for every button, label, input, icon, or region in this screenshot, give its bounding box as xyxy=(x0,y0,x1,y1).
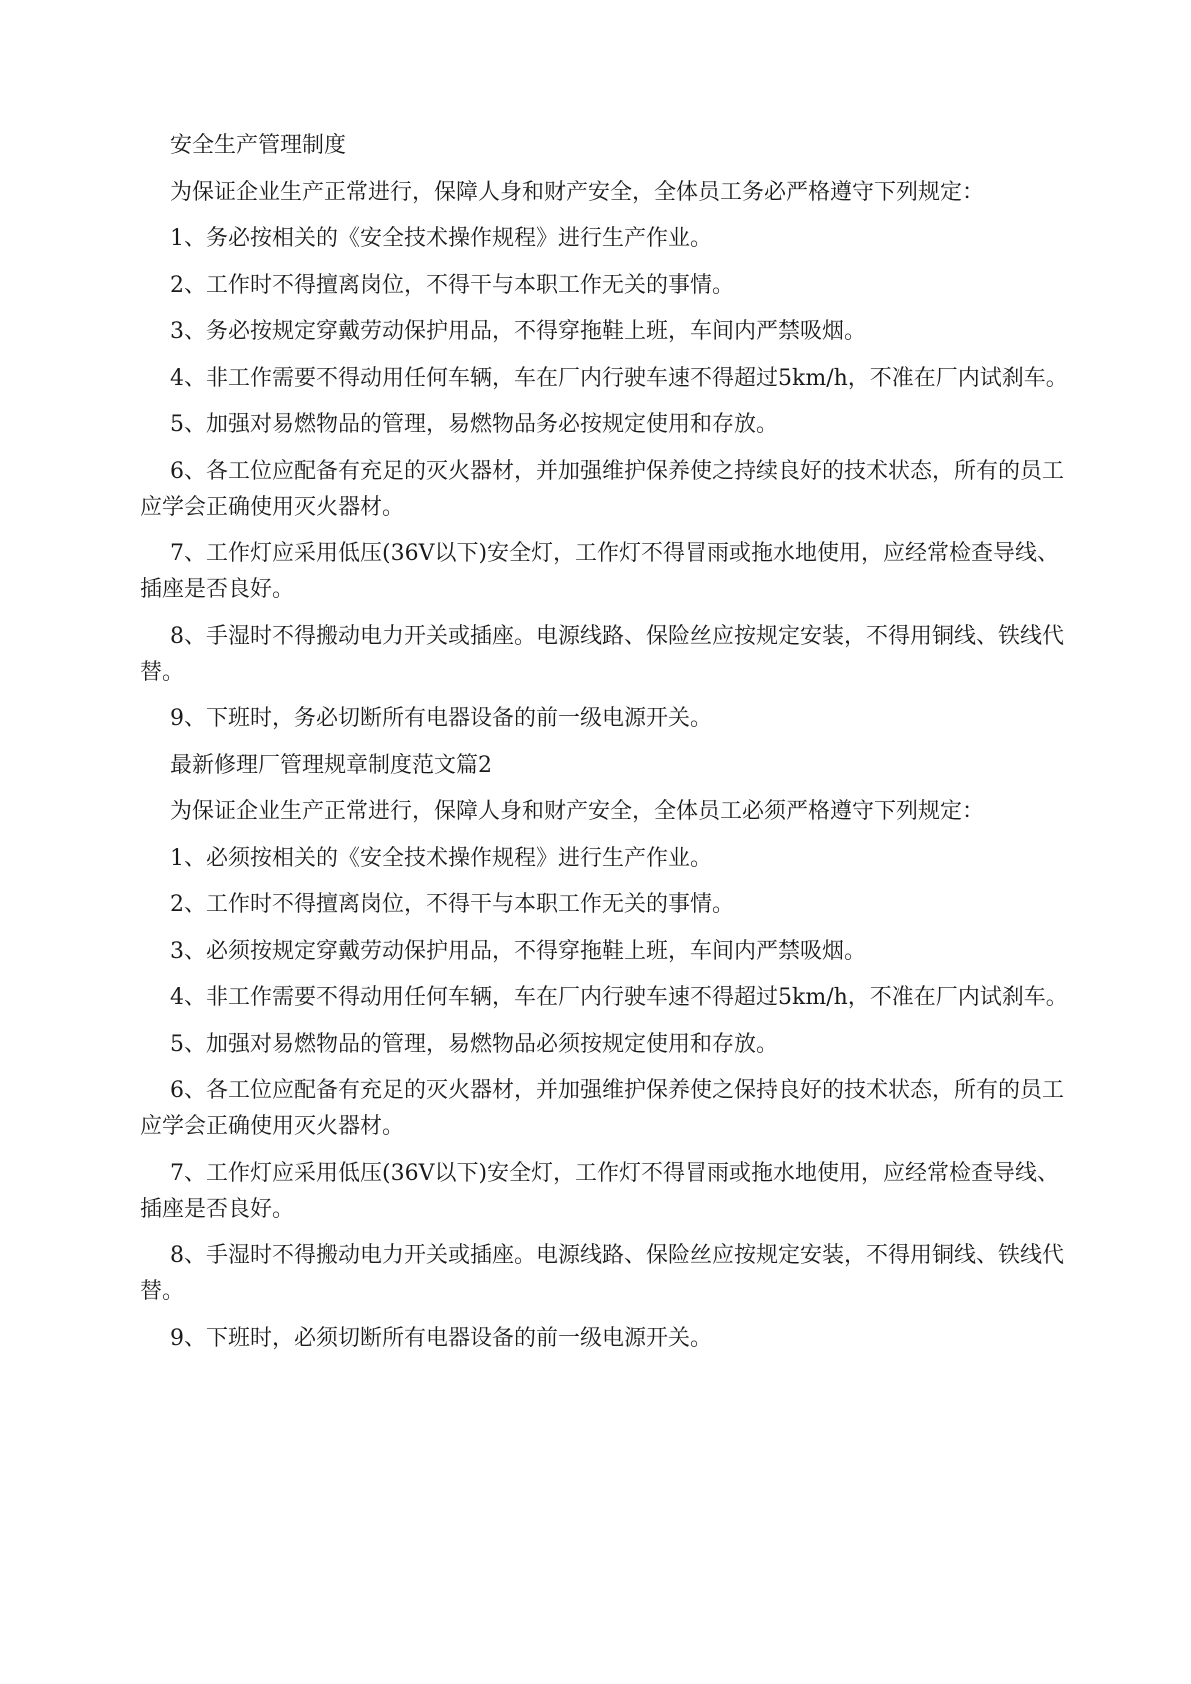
rule-item: 6、各工位应配备有充足的灭火器材，并加强维护保养使之持续良好的技术状态，所有的员工应学会正确使用灭火器材。 xyxy=(140,458,1065,520)
rule-item: 3、必须按规定穿戴劳动保护用品，不得穿拖鞋上班，车间内严禁吸烟。 xyxy=(170,938,866,964)
intro-paragraph: 为保证企业生产正常进行，保障人身和财产安全，全体员工务必严格遵守下列规定： xyxy=(170,179,985,205)
rule-item: 3、务必按规定穿戴劳动保护用品，不得穿拖鞋上班，车间内严禁吸烟。 xyxy=(170,319,866,344)
section-title: 最新修理厂管理规章制度范文篇2 xyxy=(170,752,492,778)
rule-item: 2、工作时不得擅离岗位，不得干与本职工作无关的事情。 xyxy=(170,272,734,298)
rule-item: 5、加强对易燃物品的管理，易燃物品必须按规定使用和存放。 xyxy=(170,1031,778,1057)
rule-item: 9、下班时，务必切断所有电器设备的前一级电源开关。 xyxy=(170,706,712,731)
rule-item: 7、工作灯应采用低压(36V以下)安全灯，工作灯不得冒雨或拖水地使用，应经常检查导线、插座是否良好。 xyxy=(140,541,1060,602)
rule-item: 5、加强对易燃物品的管理，易燃物品务必按规定使用和存放。 xyxy=(170,412,778,437)
rule-item: 8、手湿时不得搬动电力开关或插座。电源线路、保险丝应按规定安装，不得用铜线、铁线代替。 xyxy=(140,623,1065,685)
rule-item: 2、工作时不得擅离岗位，不得干与本职工作无关的事情。 xyxy=(170,892,734,917)
rule-item: 6、各工位应配备有充足的灭火器材，并加强维护保养使之保持良好的技术状态，所有的员工应学会正确使用灭火器材。 xyxy=(140,1078,1065,1139)
rule-item: 9、下班时，必须切断所有电器设备的前一级电源开关。 xyxy=(170,1325,712,1351)
rule-item: 8、手湿时不得搬动电力开关或插座。电源线路、保险丝应按规定安装，不得用铜线、铁线代替。 xyxy=(140,1243,1065,1304)
intro-paragraph: 为保证企业生产正常进行，保障人身和财产安全，全体员工必须严格遵守下列规定： xyxy=(170,799,985,824)
rule-item: 7、工作灯应采用低压(36V以下)安全灯，工作灯不得冒雨或拖水地使用，应经常检查导线、插座是否良好。 xyxy=(140,1160,1060,1222)
rule-item: 4、非工作需要不得动用任何车辆，车在厂内行驶车速不得超过5km/h，不准在厂内试刹车。 xyxy=(170,985,1068,1010)
rule-item: 1、务必按相关的《安全技术操作规程》进行生产作业。 xyxy=(170,226,712,251)
rule-item: 4、非工作需要不得动用任何车辆，车在厂内行驶车速不得超过5km/h，不准在厂内试刹车。 xyxy=(170,365,1068,391)
rule-item: 1、必须按相关的《安全技术操作规程》进行生产作业。 xyxy=(170,845,712,871)
document-body xyxy=(140,128,1075,1367)
section-title: 安全生产管理制度 xyxy=(170,133,347,158)
